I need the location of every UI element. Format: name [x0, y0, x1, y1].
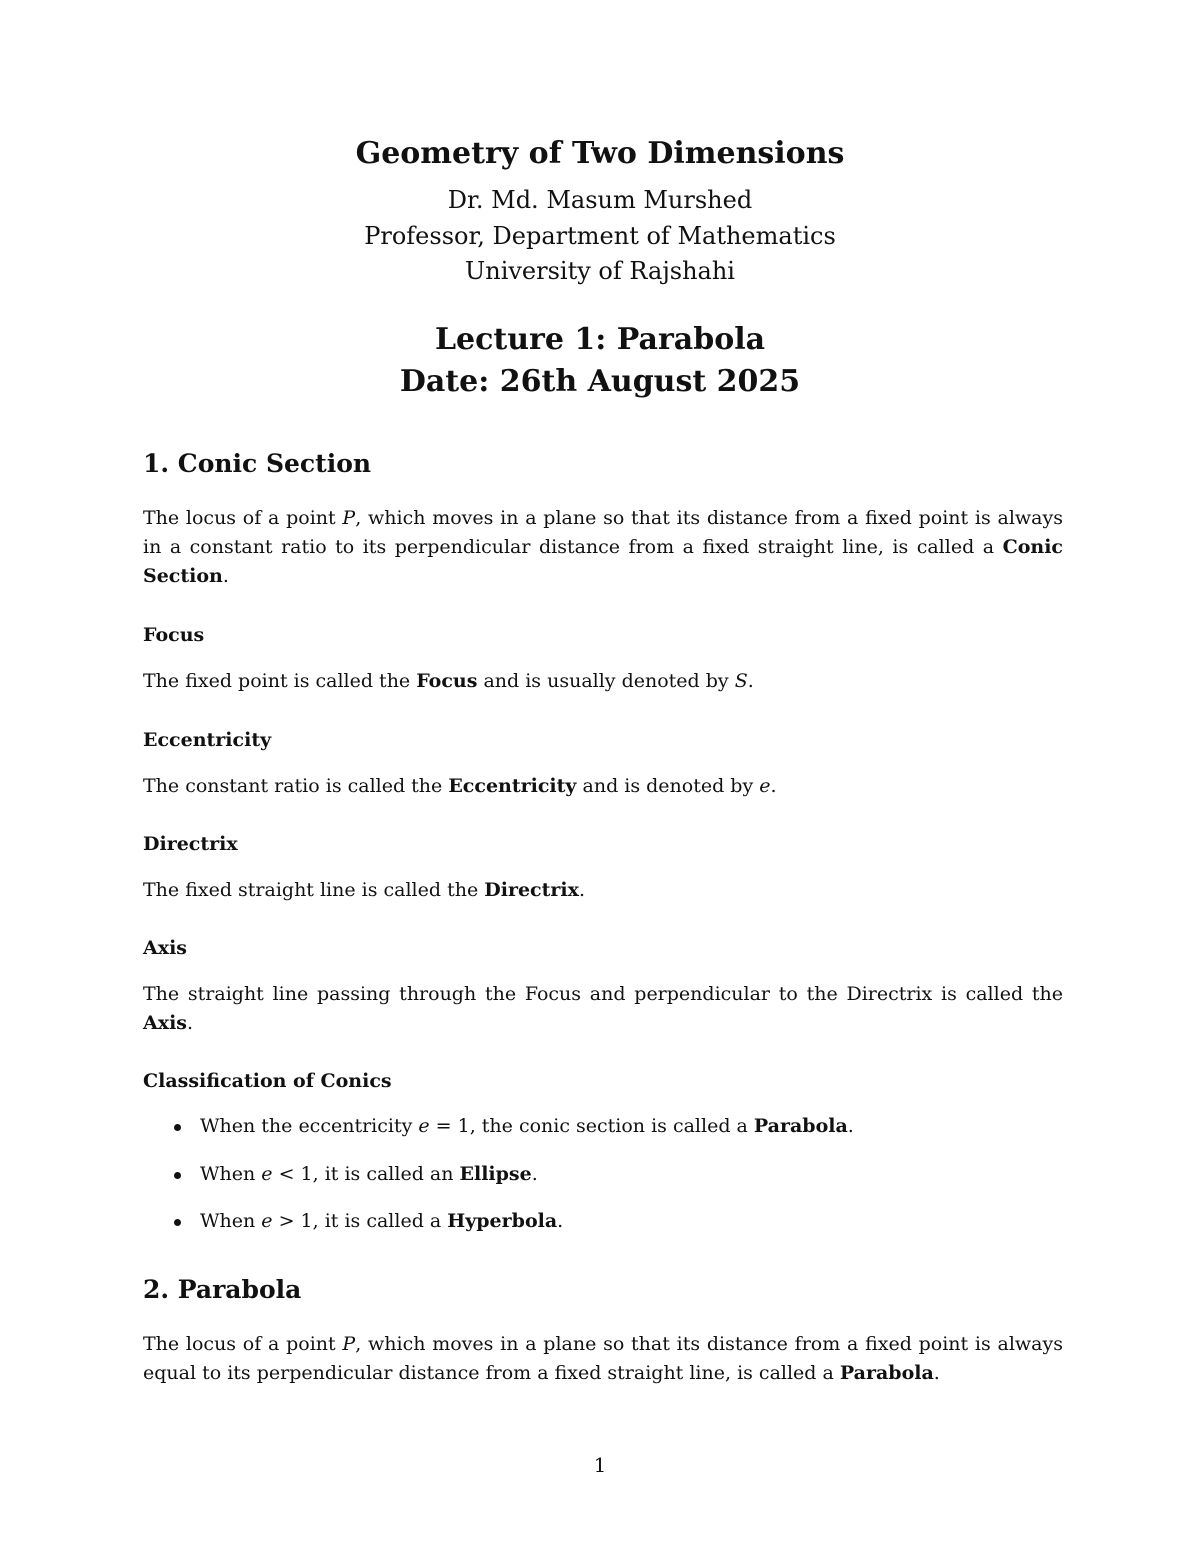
term-conic-section: Conic Section	[143, 536, 1063, 587]
term-ellipse: Ellipse	[459, 1163, 532, 1185]
subheading-eccentricity: Eccentricity	[143, 729, 272, 751]
section-heading-conic-section: 1. Conic Section	[143, 449, 372, 478]
document-title: Geometry of Two Dimensions	[355, 136, 845, 171]
author-name: Dr. Md. Masum Murshed	[447, 186, 753, 214]
subheading-axis: Axis	[143, 937, 187, 959]
author-affiliation: Professor, Department of Mathematics	[364, 222, 836, 250]
bullet-icon	[174, 1124, 181, 1131]
conic-section-definition: The locus of a point P, which moves in a plane so that its distance from a fixed point is always in a constant ratio to its perpendicular distance from a fixed straight line, is called a Conic Section.	[143, 507, 1063, 587]
variable-p: P	[342, 507, 356, 529]
variable-p: P	[342, 1333, 356, 1355]
term-parabola: Parabola	[753, 1115, 848, 1137]
term-hyperbola: Hyperbola	[447, 1210, 558, 1232]
subheading-classification: Classification of Conics	[143, 1070, 392, 1092]
axis-definition: The straight line passing through the Focus and perpendicular to the Directrix is called the Axis.	[143, 983, 1063, 1034]
variable-s: S	[734, 670, 748, 692]
term-axis: Axis	[143, 1012, 187, 1034]
term-directrix: Directrix	[484, 879, 579, 901]
lecture-date: Date: 26th August 2025	[399, 364, 801, 399]
focus-definition: The fixed point is called the Focus and is usually denoted by S.	[143, 670, 754, 692]
eccentricity-definition: The constant ratio is called the Eccentricity and is denoted by e.	[143, 775, 777, 797]
section-heading-parabola: 2. Parabola	[143, 1275, 302, 1304]
bullet-icon	[174, 1172, 181, 1179]
bullet-icon	[174, 1219, 181, 1226]
lecture-title: Lecture 1: Parabola	[434, 322, 766, 357]
document-page: Geometry of Two Dimensions Dr. Md. Masum Murshed Professor, Department of Mathematics University of Rajshahi Lecture 1: Parabola Date: 26th August 2025 1. Conic Section The locus of a point P, which moves in a plane so that its distance from a fixed point is always in a constant ratio to its perpendicular distance from a fixed straight line, is called a Conic Section. Focus The fixed point is called the Focus and is usually denoted by S. Eccentricity The constant ratio is called the Eccentricity and is denoted by e. Directrix The fixed straight line is called the Directrix. Axis The straight line passing through the Focus and perpendicular to the Directrix is called the Axis. Classification of Conics When the eccentricity e = 1, the conic section is called a Parabola. When e < 1, it is called an Ellipse. When e > 1, it is called a Hyperbola. 2. Parabola The locus of a point P, which moves in a plane so that its distance from a fixed point is always equal to its perpendicular distance from a fixed straight line, is called a Parabola. 1	[0, 0, 1200, 1553]
term-parabola-definition: Parabola	[839, 1362, 934, 1384]
subheading-directrix: Directrix	[143, 833, 238, 855]
directrix-definition: The fixed straight line is called the Directrix.	[143, 879, 585, 901]
parabola-definition: The locus of a point P, which moves in a plane so that its distance from a fixed point is always equal to its perpendicular distance from a fixed straight line, is called a Parabola.	[143, 1333, 1063, 1384]
variable-e: e	[759, 775, 771, 797]
subheading-focus: Focus	[143, 624, 205, 646]
page-number: 1	[593, 1453, 607, 1477]
term-eccentricity: Eccentricity	[448, 775, 577, 797]
term-focus: Focus	[416, 670, 478, 692]
author-university: University of Rajshahi	[465, 257, 735, 285]
